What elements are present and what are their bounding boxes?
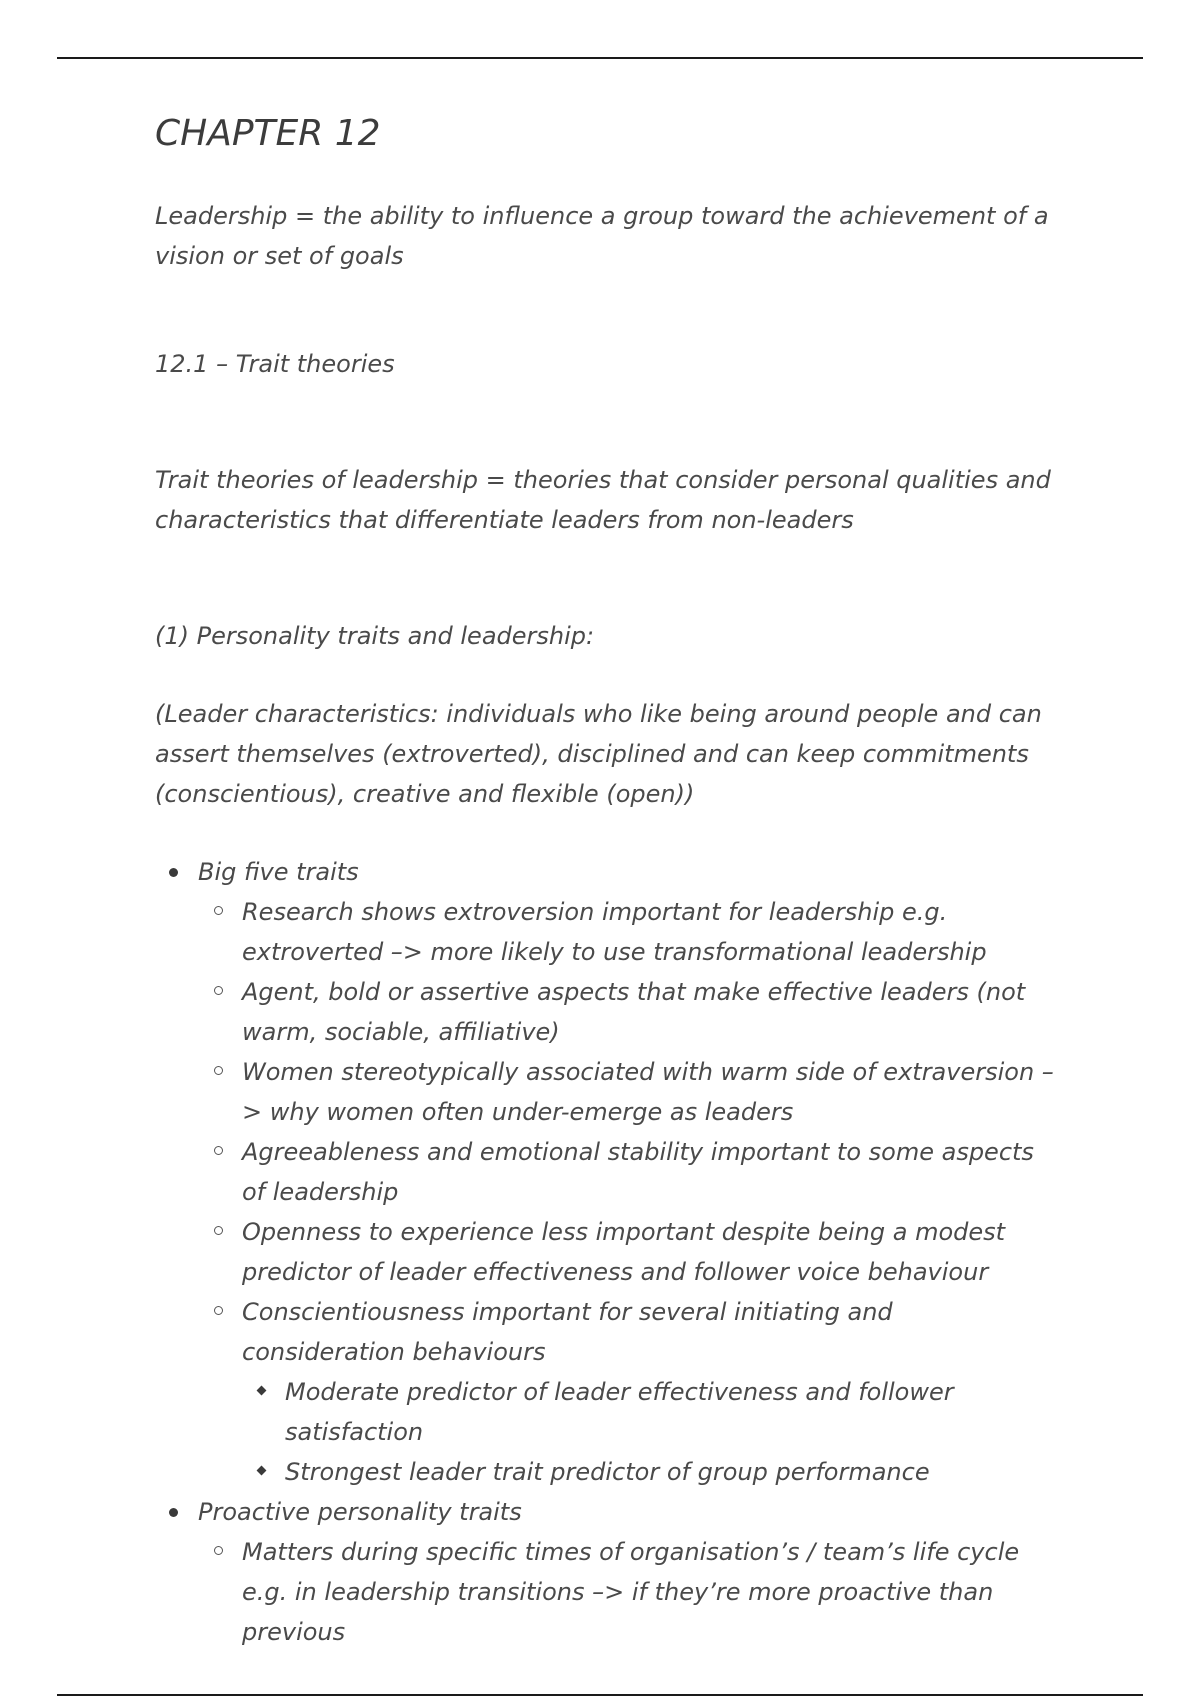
sub-list-big-five <box>198 892 1055 1492</box>
list-item-text: Matters during specific times of organisation’s / team’s life cycle e.g. in leadership transitions –> if they’re more proactive than previous <box>242 1538 1020 1646</box>
list-item-big-five <box>155 852 1055 1492</box>
list-item <box>155 1372 1055 1452</box>
list-item-label: Proactive personality traits <box>198 1498 522 1526</box>
subsection-heading: (1) Personality traits and leadership: <box>155 622 595 650</box>
list-item <box>155 1452 1055 1492</box>
bullet-disc-icon <box>169 868 178 877</box>
list-item <box>155 1532 1055 1652</box>
list-item-text: Research shows extroversion important for leadership e.g. extroverted –> more likely to use transformational leadership <box>242 898 987 966</box>
bullet-diamond-icon <box>257 1466 267 1476</box>
bullet-circle-icon <box>214 1306 223 1315</box>
list-item <box>155 1132 1055 1212</box>
list-item <box>155 1292 1055 1492</box>
list-item <box>155 1052 1055 1132</box>
list-item <box>155 892 1055 972</box>
list-item-text: Conscientiousness important for several initiating and consideration behaviours <box>242 1298 893 1366</box>
chapter-title: CHAPTER 12 <box>155 113 381 154</box>
sub-list-proactive <box>198 1532 1055 1652</box>
bullet-circle-icon <box>214 1146 223 1155</box>
list-item-text: Agent, bold or assertive aspects that make effective leaders (not warm, sociable, affiliative) <box>242 978 1026 1046</box>
list-item-label: Big five traits <box>198 858 359 886</box>
leader-characteristics: (Leader characteristics: individuals who like being around people and can assert themselves (extroverted), disciplined and can keep commitments (conscientious), creative and flexible (open)) <box>155 700 1042 808</box>
bullet-circle-icon <box>214 1546 223 1555</box>
trait-theories-definition: Trait theories of leadership = theories that consider personal qualities and characteristics that differentiate leaders from non-leaders <box>155 466 1051 534</box>
top-divider <box>57 57 1143 59</box>
list-item-text: Openness to experience less important despite being a modest predictor of leader effectiveness and follower voice behaviour <box>242 1218 1006 1286</box>
bottom-divider <box>57 1694 1143 1696</box>
bullet-list <box>155 852 1055 1652</box>
bullet-circle-icon <box>214 1226 223 1235</box>
list-item-text: Women stereotypically associated with warm side of extraversion –> why women often under-emerge as leaders <box>242 1058 1054 1126</box>
list-item-proactive <box>155 1492 1055 1652</box>
sub-list-conscientiousness <box>242 1372 1055 1492</box>
list-item <box>155 1212 1055 1292</box>
bullet-circle-icon <box>214 906 223 915</box>
section-heading: 12.1 – Trait theories <box>155 350 395 378</box>
bullet-diamond-icon <box>257 1386 267 1396</box>
list-item-text: Agreeableness and emotional stability important to some aspects of leadership <box>242 1138 1034 1206</box>
list-item-text: Strongest leader trait predictor of group performance <box>285 1458 930 1486</box>
list-item <box>155 972 1055 1052</box>
bullet-circle-icon <box>214 986 223 995</box>
bullet-disc-icon <box>169 1508 178 1517</box>
bullet-circle-icon <box>214 1066 223 1075</box>
list-item-text: Moderate predictor of leader effectiveness and follower satisfaction <box>285 1378 954 1446</box>
leadership-definition: Leadership = the ability to influence a group toward the achievement of a vision or set of goals <box>155 202 1049 270</box>
document-body <box>155 104 1055 1652</box>
